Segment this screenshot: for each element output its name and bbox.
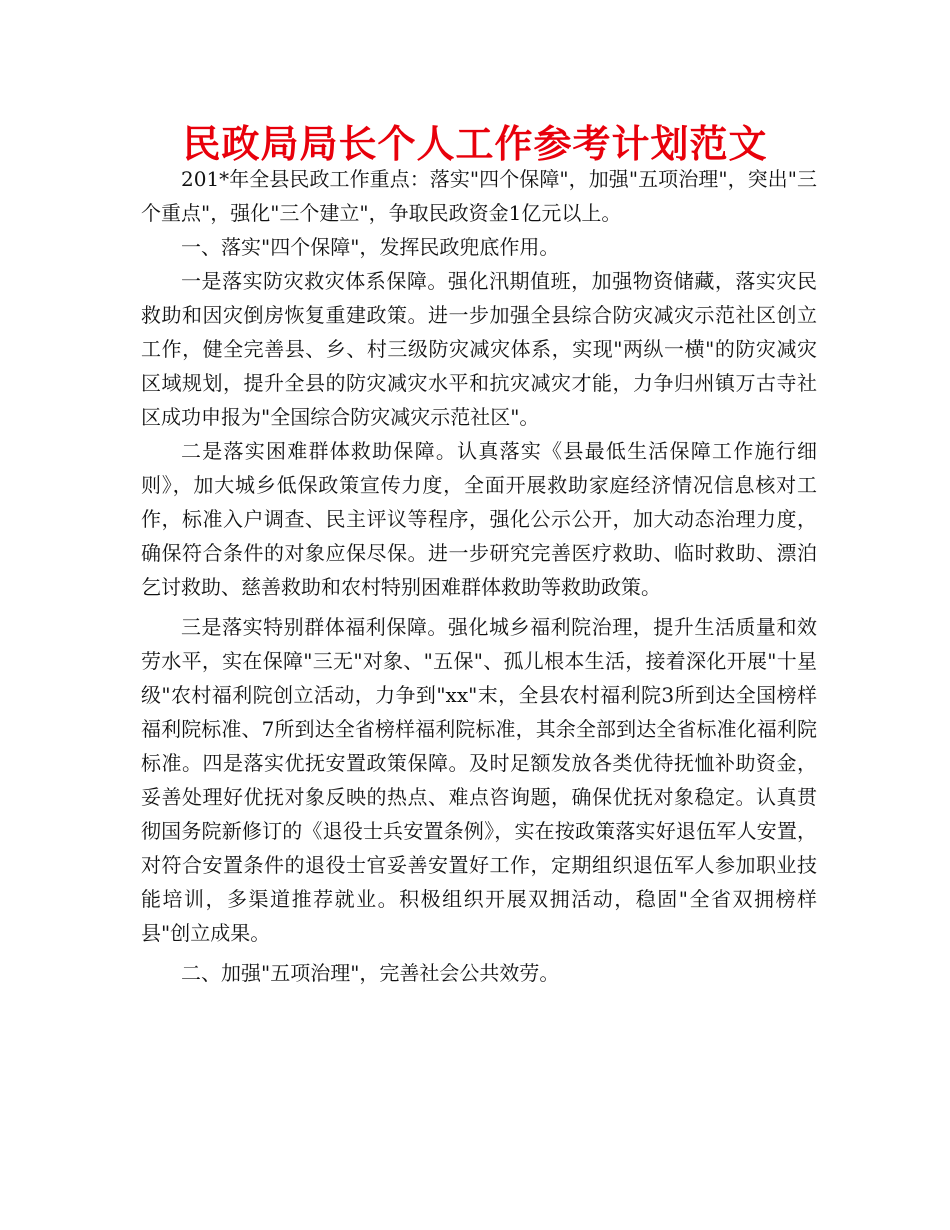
paragraph-intro: 201*年全县民政工作重点：落实"四个保障"，加强"五项治理"，突出"三个重点"，强化"三个建立"，争取民政资金1亿元以上。 xyxy=(141,167,817,225)
section-heading-2: 二、加强"五项治理"，完善社会公共效劳。 xyxy=(181,961,560,985)
paragraph-disaster-relief: 一是落实防灾救灾体系保障。强化汛期值班，加强物资储藏，落实灾民救助和因灾倒房恢复重建政策。进一步加强全县综合防灾减灾示范社区创立工作，健全完善县、乡、村三级防灾减灾体系，实现"两纵一横"的防灾减灾区域规划，提升全县的防灾减灾水平和抗灾减灾才能，力争归州镇万古寺社区成功申报为"全国综合防灾减灾示范社区"。 xyxy=(141,269,817,429)
paragraph-aid-guarantee: 二是落实困难群体救助保障。认真落实《县最低生活保障工作施行细则》，加大城乡低保政策宣传力度，全面开展救助家庭经济情况信息核对工作，标准入户调查、民主评议等程序，强化公示公开，加大动态治理力度，确保符合条件的对象应保尽保。进一步研究完善医疗救助、临时救助、漂泊乞讨救助、慈善救助和农村特别困难群体救助等救助政策。 xyxy=(141,439,817,599)
document-title: 民政局局长个人工作参考计划范文 xyxy=(182,122,768,166)
paragraph-welfare-guarantee: 三是落实特别群体福利保障。强化城乡福利院治理，提升生活质量和效劳水平，实在保障"三无"对象、"五保"、孤儿根本生活，接着深化开展"十星级"农村福利院创立活动，力争到"xx"末，全县农村福利院3所到达全国榜样福利院标准、7所到达全省榜样福利院标准，其余全部到达全省标准化福利院标准。四是落实优抚安置政策保障。及时足额发放各类优待抚恤补助资金，妥善处理好优抚对象反映的热点、难点咨询题，确保优抚对象稳定。认真贯彻国务院新修订的《退役士兵安置条例》，实在按政策落实好退伍军人安置，对符合安置条件的退役士官妥善安置好工作，定期组织退伍军人参加职业技能培训，多渠道推荐就业。积极组织开展双拥活动，稳固"全省双拥榜样县"创立成果。 xyxy=(141,615,817,945)
section-heading-1: 一、落实"四个保障"，发挥民政兜底作用。 xyxy=(181,235,560,259)
document-body xyxy=(141,162,817,990)
